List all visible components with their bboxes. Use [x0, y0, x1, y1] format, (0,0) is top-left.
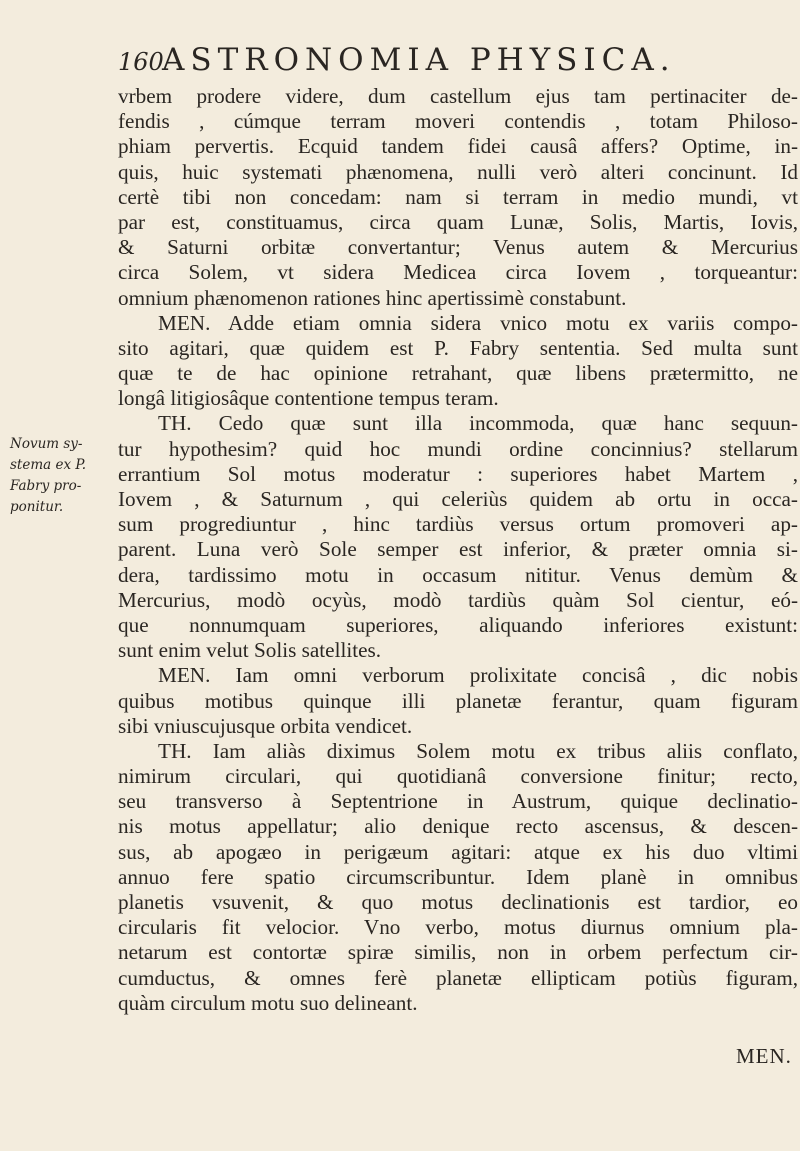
text-line: nimirum circulari, qui quotidianâ conversione finitur; recto, — [118, 764, 798, 789]
margin-note-line: ponitur. — [10, 499, 64, 515]
text-line: TH. Iam aliàs diximus Solem motu ex tribus aliis conflato, — [158, 738, 798, 763]
text-line: Iovem , & Saturnum , qui celeriùs quidem ab ortu in occa- — [118, 487, 798, 511]
text-line: quis, huic systemati phænomena, nulli verò alteri concinunt. Id — [118, 159, 798, 184]
text-line: MEN. Adde etiam omnia sidera vnico motu ex variis compo- — [158, 310, 798, 335]
text-line: Mercurius, modò ocyùs, modò tardiùs quàm Sol cientur, eó- — [118, 587, 798, 612]
text-line: sito agitari, quæ quidem est P. Fabry sententia. Sed multa sunt — [118, 335, 798, 360]
text-line: par est, constituamus, circa quam Lunæ, Solis, Martis, Iovis, — [118, 209, 798, 234]
margin-note-line: stema ex P. — [10, 457, 87, 473]
text-line: TH. Cedo quæ sunt illa incommoda, quæ hanc sequun- — [158, 411, 798, 436]
text-line: longâ litigiosâque contentione tempus teram. — [118, 386, 499, 411]
page-number: 160 — [118, 48, 164, 76]
page-header — [118, 40, 798, 90]
text-line: sum progrediuntur , hinc tardiùs versus ortum promoveri ap- — [118, 512, 798, 537]
text-line: seu transverso à Septentrione in Austrum, quique declinatio- — [118, 789, 798, 814]
text-line: quàm circulum motu suo delineant. — [118, 990, 418, 1015]
margin-note-line: Fabry pro- — [10, 478, 82, 494]
running-title: ASTRONOMIA PHYSICA. — [162, 42, 676, 78]
text-line: certè tibi non concedam: nam si terram in medio mundi, vt — [118, 184, 798, 209]
text-line: quæ te de hac opinione retrahant, quæ libens prætermitto, ne — [118, 361, 798, 386]
text-line: vrbem prodere videre, dum castellum ejus tam pertinaciter de- — [118, 84, 798, 108]
text-line: fendis , cúmque terram moveri contendis , totam Philoso- — [118, 109, 798, 134]
text-line: omnium phænomenon rationes hinc apertissimè constabunt. — [118, 285, 627, 310]
text-line: quibus motibus quinque illi planetæ ferantur, quam figuram — [118, 688, 798, 713]
text-line: annuo fere spatio circumscribuntur. Idem planè in omnibus — [118, 864, 798, 889]
text-line: sibi vniuscujusque orbita vendicet. — [118, 713, 413, 738]
text-line: nis motus appellatur; alio denique recto ascensus, & descen- — [118, 814, 798, 839]
text-line: tur hypothesim? quid hoc mundi ordine concinnius? stellarum — [118, 436, 798, 461]
text-line: & Saturni orbitæ convertantur; Venus autem & Mercurius — [118, 235, 798, 260]
text-line: cumductus, & omnes ferè planetæ ellipticam potiùs figuram, — [118, 965, 798, 990]
text-line: sus, ab apogæo in perigæum agitari: atque ex his duo vltimi — [118, 839, 798, 864]
text-line: parent. Luna verò Sole semper est inferior, & præter omnia si- — [118, 537, 798, 562]
body-text — [118, 84, 798, 1016]
catchword: MEN. — [736, 1044, 792, 1068]
text-line: netarum est contortæ spiræ similis, non in orbem perfectum cir- — [118, 940, 798, 965]
text-line: planetis vsuvenit, & quo motus declinationis est tardior, eo — [118, 890, 798, 914]
text-line: errantium Sol motus moderatur : superiores habet Martem , — [118, 461, 798, 486]
text-line: phiam pervertis. Ecquid tandem fidei causâ affers? Optime, in- — [118, 134, 798, 159]
text-line: que nonnumquam superiores, aliquando inferiores existunt: — [118, 612, 798, 637]
margin-note — [10, 434, 108, 518]
margin-note-line: Novum sy- — [10, 436, 83, 452]
text-line: circa Solem, vt sidera Medicea circa Iovem , torqueantur: — [118, 260, 798, 285]
text-line: dera, tardissimo motu in occasum nititur. Venus demùm & — [118, 562, 798, 587]
text-line: circularis fit velocior. Vno verbo, motus diurnus omnium pla- — [118, 915, 798, 940]
text-line: sunt enim velut Solis satellites. — [118, 638, 382, 663]
text-line: MEN. Iam omni verborum prolixitate concisâ , dic nobis — [158, 663, 798, 688]
